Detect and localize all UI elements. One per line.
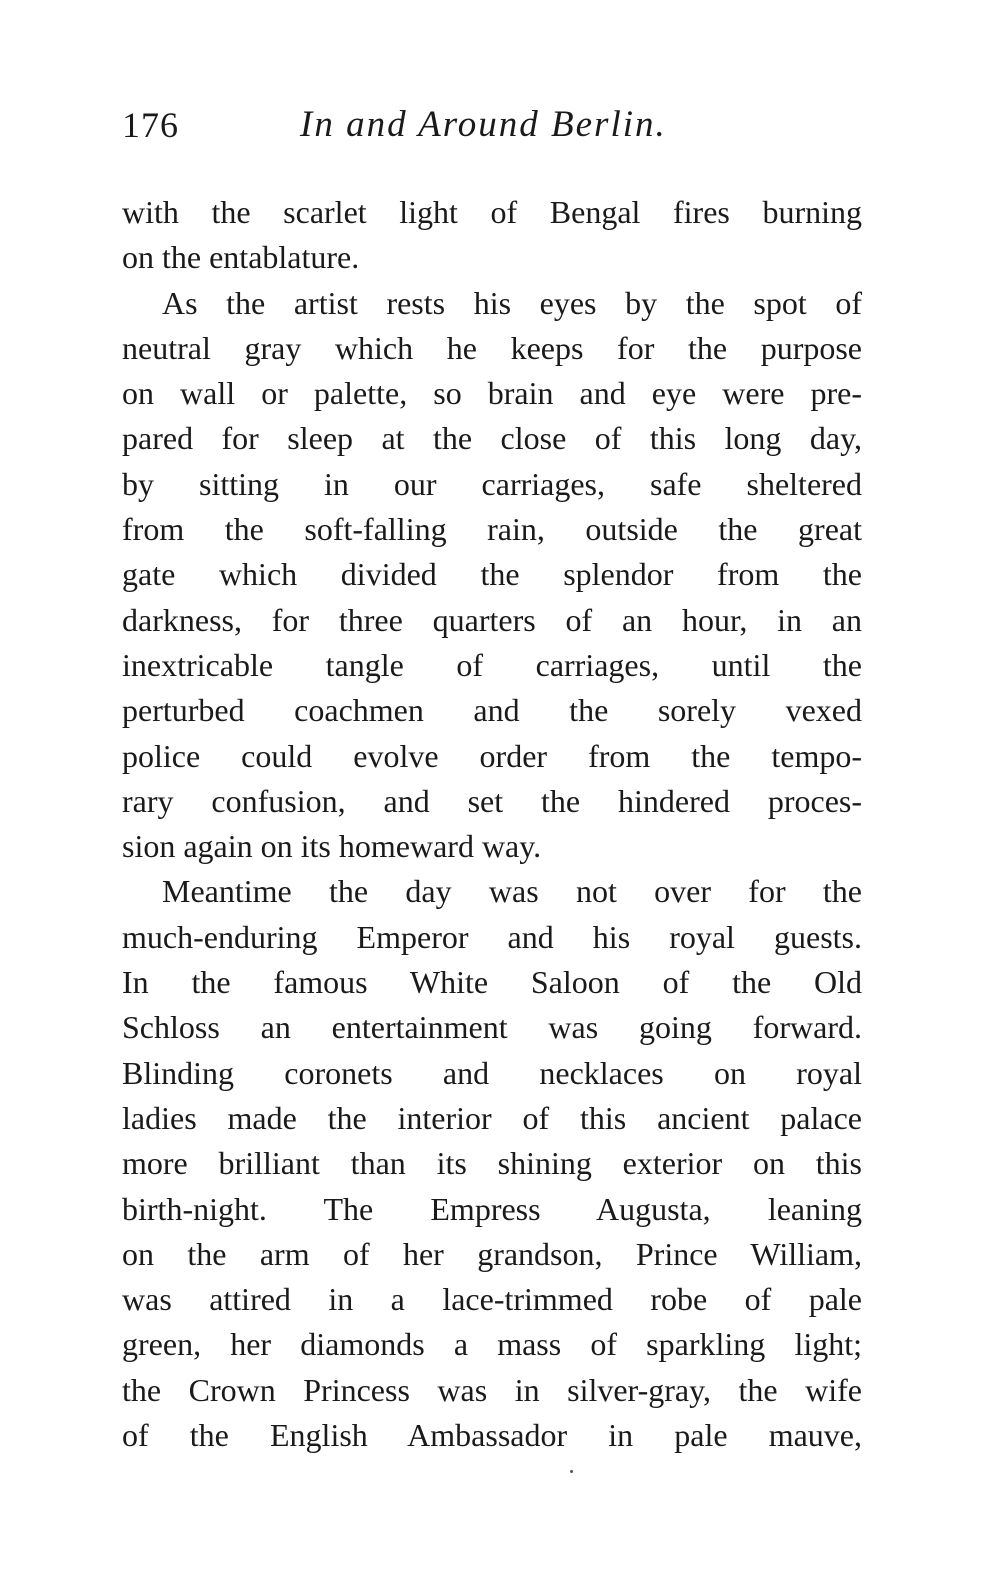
text-line: of the English Ambassador in pale mauve,	[122, 1417, 862, 1454]
text-line: sion again on its homeward way.	[122, 828, 542, 865]
text-line: from the soft-falling rain, outside the great	[122, 511, 862, 548]
text-line: on wall or palette, so brain and eye were pre-	[122, 375, 862, 412]
running-title: In and Around Berlin.	[300, 104, 667, 145]
text-line: Schloss an entertainment was going forward.	[122, 1009, 862, 1046]
page-number: 176	[122, 105, 179, 145]
text-line: darkness, for three quarters of an hour, in an	[122, 601, 862, 638]
text-line: police could evolve order from the tempo-	[122, 737, 862, 774]
text-line: on the entablature.	[122, 239, 360, 276]
text-line: on the arm of her grandson, Prince William,	[122, 1235, 862, 1272]
body-text	[122, 190, 862, 1458]
text-line: Meantime the day was not over for the	[162, 873, 862, 910]
text-line: more brilliant than its shining exterior on this	[122, 1145, 862, 1182]
text-line: inextricable tangle of carriages, until the	[122, 646, 862, 683]
print-speck	[570, 1470, 573, 1473]
text-line: neutral gray which he keeps for the purpose	[122, 329, 862, 366]
text-line: Blinding coronets and necklaces on royal	[122, 1054, 862, 1091]
text-line: rary confusion, and set the hindered proces-	[122, 782, 862, 819]
text-line: was attired in a lace-trimmed robe of pale	[122, 1281, 862, 1318]
running-head	[122, 100, 862, 150]
text-line: gate which divided the splendor from the	[122, 556, 862, 593]
text-line: pared for sleep at the close of this long day,	[122, 420, 862, 457]
text-line: by sitting in our carriages, safe sheltered	[122, 465, 862, 502]
text-line: with the scarlet light of Bengal fires burning	[122, 194, 862, 230]
text-line: perturbed coachmen and the sorely vexed	[122, 692, 862, 729]
text-line: green, her diamonds a mass of sparkling light;	[122, 1326, 862, 1363]
text-line: In the famous White Saloon of the Old	[122, 964, 862, 1001]
text-line: As the artist rests his eyes by the spot of	[162, 284, 862, 321]
text-line: much-enduring Emperor and his royal guests.	[122, 918, 862, 955]
text-line: birth-night. The Empress Augusta, leaning	[122, 1190, 862, 1227]
text-line: ladies made the interior of this ancient palace	[122, 1099, 862, 1136]
text-line: the Crown Princess was in silver-gray, the wife	[122, 1371, 862, 1408]
